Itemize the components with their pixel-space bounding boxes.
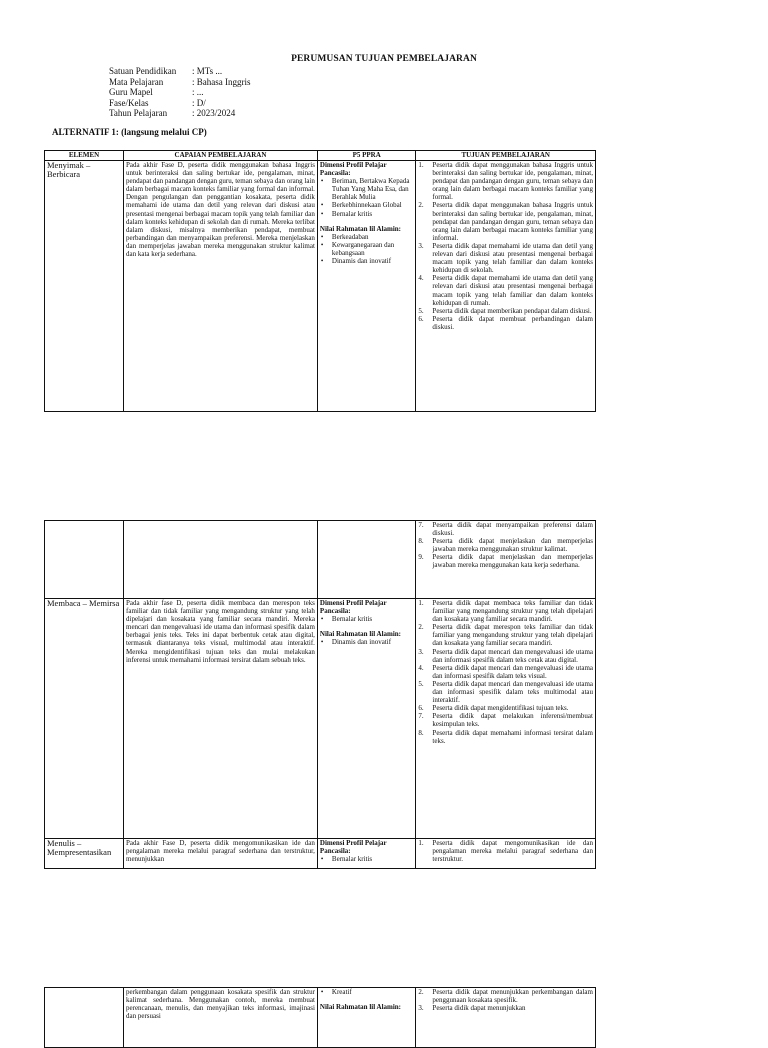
cp-cell: Pada akhir Fase D, peserta didik menggunakan bahasa Inggris untuk berinteraksi dan saling bertukar ide, pengalaman, minat, pendapat dan pandangan dengan guru, teman sebaya dan orang lain dalam berbagai macam konteks familiar yang formal dan informal. Dengan pengulangan dan penggantian kosakata, peserta didik memahami ide utama dan detil yang relevan dari diskusi atau presentasi mengenai berbagai macam topik yang telah familiar dan dalam konteks kehidupan di sekolah dan di rumah. Mereka terlibat dalam diskusi, misalnya memberikan pendapat, membuat perbandingan dan menyampaikan preferensi. Mereka menjelaskan dan memperjelas jawaban mereka menggunakan struktur kalimat dan kata kerja sederhana. bbox=[124, 161, 318, 412]
meta-row-fase bbox=[109, 98, 251, 109]
document-title: PERUMUSAN TUJUAN PEMBELAJARAN bbox=[291, 54, 477, 64]
meta-key: Mata Pelajaran bbox=[109, 76, 164, 87]
list-item: 7. Peserta didik dapat melakukan inferensi/membuat kesimpulan teks. bbox=[418, 712, 593, 729]
list-item: 4. Peserta didik dapat memahami ide utama dan detil yang relevan dari diskusi atau presentasi mengenai berbagai macam topik yang telah familiar dan dalam konteks kehidupan di rumah. bbox=[418, 274, 593, 307]
tp-list bbox=[418, 521, 593, 570]
p5-dimension-list bbox=[320, 855, 414, 863]
element-cell bbox=[45, 521, 124, 599]
list-item: 4. Peserta didik dapat mencari dan mengevaluasi ide utama dan informasi spesifik dalam teks visual. bbox=[418, 663, 593, 680]
p5-nilai-list bbox=[320, 233, 414, 265]
element-cell: Membaca – Memirsa bbox=[45, 599, 124, 839]
p5-nilai-title: Nilai Rahmatan lil Alamin: bbox=[319, 224, 402, 233]
list-item: 9. Peserta didik dapat menjelaskan dan memperjelas jawaban mereka menggunakan kata kerja sederhana. bbox=[418, 553, 593, 570]
list-item: 6. Peserta didik dapat membuat perbandingan dalam diskusi. bbox=[418, 314, 593, 331]
p5-cell bbox=[317, 988, 416, 1048]
p5-nilai-list bbox=[320, 638, 414, 646]
meta-value: : Bahasa Inggris bbox=[192, 76, 251, 87]
p5-cell bbox=[317, 599, 416, 839]
meta-value: : D/ bbox=[192, 97, 206, 108]
tp-cell bbox=[416, 839, 596, 869]
list-item: • Bernalar kritis bbox=[320, 615, 414, 623]
list-item: 3. Peserta didik dapat mencari dan mengevaluasi ide utama dan informasi spesifik dalam teks cetak atau digital. bbox=[418, 647, 593, 664]
p5-nilai-title: Nilai Rahmatan lil Alamin: bbox=[319, 630, 402, 639]
cp-cell: perkembangan dalam penggunaan kosakata spesifik dan struktur kalimat sederhana. Menggunakan contoh, mereka membuat perencanaan, menulis, dan menyajikan teks informasi, imajinasi dan persuasi bbox=[124, 988, 318, 1048]
p5-dimension-title: Dimensi Profil Pelajar Pancasila: bbox=[319, 161, 387, 178]
list-item: 1. Peserta didik dapat menggunakan bahasa Inggris untuk berinteraksi dan saling bertukar ide, pengalaman, minat, pendapat dan pandangan dengan guru, teman sebaya dan orang lain dalam berbagai macam konteks familiar yang formal. bbox=[418, 161, 593, 202]
meta-row-tahun bbox=[109, 108, 251, 119]
cp-cell: Pada akhir Fase D, peserta didik mengomunikasikan ide dan pengalaman mereka melalui paragraf sederhana dan terstruktur, menunjukkan bbox=[124, 839, 318, 869]
meta-value: : ... bbox=[192, 87, 204, 98]
list-item: 8. Peserta didik dapat menjelaskan dan memperjelas jawaban mereka menggunakan struktur kalimat. bbox=[418, 537, 593, 554]
table-row bbox=[45, 839, 596, 869]
list-item: 7. Peserta didik dapat menyampaikan preferensi dalam diskusi. bbox=[418, 521, 593, 538]
meta-key: Guru Mapel bbox=[109, 87, 153, 98]
list-item: 2. Peserta didik dapat merespon teks familiar dan tidak familiar yang mengandung struktur yang telah dipelajari dan kosakata yang familiar secara mandiri. bbox=[418, 623, 593, 648]
alternative-heading: ALTERNATIF 1: (langsung melalui CP) bbox=[52, 127, 207, 137]
list-item: 5. Peserta didik dapat memberikan pendapat dalam diskusi. bbox=[418, 306, 592, 315]
list-item: • Kreatif bbox=[320, 988, 414, 996]
list-item: • Dinamis dan inovatif bbox=[320, 638, 414, 646]
list-item: 2. Peserta didik dapat menggunakan bahasa Inggris untuk berinteraksi dan saling bertukar ide, pengalaman, minat, pendapat dan pandangan dengan guru, teman sebaya dan orang lain dalam berbagai macam konteks familiar yang informal. bbox=[418, 201, 593, 242]
objectives-table-page3 bbox=[44, 987, 596, 1048]
list-item: 2. Peserta didik dapat menunjukkan perkembangan dalam penggunaan kosakata spesifik. bbox=[418, 988, 593, 1005]
list-item: 3. Peserta didik dapat memahami ide utama dan detil yang relevan dari diskusi atau presentasi mengenai berbagai macam topik yang telah familiar dan dalam konteks kehidupan di sekolah. bbox=[418, 241, 593, 275]
meta-key: Fase/Kelas bbox=[109, 97, 149, 108]
cp-cell: Pada akhir fase D, peserta didik membaca dan merespon teks familiar dan tidak familiar yang mengandung struktur yang telah dipelajari dan kosakata yang familiar secara mandiri. Mereka mencari dan mengevaluasi ide utama dan informasi spesifik dalam berbagai jenis teks. Teks ini dapat berbentuk cetak atau digital, termasuk diantaranya teks visual, multimodal atau interaktif. Mereka mengidentifikasi tujuan teks dan mulai melakukan inferensi untuk memahami informasi tersirat dalam sebuah teks. bbox=[124, 599, 318, 839]
table-row bbox=[45, 161, 596, 412]
meta-row-mapel bbox=[109, 77, 251, 88]
tp-cell bbox=[416, 988, 596, 1048]
header-p5: P5 PPRA bbox=[317, 151, 416, 161]
element-cell: Menyimak – Berbicara bbox=[45, 161, 124, 412]
cp-cell bbox=[124, 521, 318, 599]
meta-value: : 2023/2024 bbox=[192, 108, 236, 119]
p5-dimension-list bbox=[320, 615, 414, 623]
list-item: 5. Peserta didik dapat mencari dan mengevaluasi ide utama dan informasi spesifik dalam teks multimodal atau interaktif. bbox=[418, 679, 593, 705]
header-tujuan: TUJUAN PEMBELAJARAN bbox=[416, 151, 596, 161]
meta-row-guru bbox=[109, 87, 251, 98]
p5-nilai-title: Nilai Rahmatan lil Alamin: bbox=[319, 1003, 402, 1012]
p5-dimension-list bbox=[320, 177, 414, 217]
objectives-table-page2 bbox=[44, 520, 596, 869]
document-meta bbox=[109, 66, 251, 119]
table-row bbox=[45, 988, 596, 1048]
tp-list bbox=[418, 599, 593, 745]
tp-list bbox=[418, 839, 593, 863]
p5-dimension-title: Dimensi Profil Pelajar Pancasila: bbox=[319, 599, 387, 616]
objectives-table-page1 bbox=[44, 150, 596, 412]
header-capaian: CAPAIAN PEMBELAJARAN bbox=[124, 151, 318, 161]
element-cell bbox=[45, 988, 124, 1048]
table-row bbox=[45, 599, 596, 839]
meta-value: : MTs ... bbox=[192, 66, 223, 76]
list-item: • Beriman, Bertakwa Kepada Tuhan Yang Maha Esa, dan Berahlak Mulia bbox=[320, 177, 414, 201]
element-cell: Menulis – Mempresentasikan bbox=[45, 839, 124, 869]
list-item: 8. Peserta didik dapat memahami informasi tersirat dalam teks. bbox=[418, 728, 593, 745]
list-item: • Kewarganegaraan dan kebangsaan bbox=[320, 241, 414, 257]
p5-cell bbox=[317, 521, 416, 599]
tp-cell bbox=[416, 599, 596, 839]
header-elemen: ELEMEN bbox=[45, 151, 124, 161]
list-item: 6. Peserta didik dapat mengidentifikasi tujuan teks. bbox=[418, 704, 569, 713]
list-item: • Berkeadaban bbox=[320, 233, 414, 241]
p5-cell bbox=[317, 161, 416, 412]
list-item: • Dinamis dan inovatif bbox=[320, 257, 414, 265]
tp-cell bbox=[416, 521, 596, 599]
tp-list bbox=[418, 161, 593, 331]
table-row bbox=[45, 521, 596, 599]
p5-dimension-list bbox=[320, 988, 414, 996]
list-item: • Bernalar kritis bbox=[320, 855, 414, 863]
meta-key: Tahun Pelajaran bbox=[109, 108, 168, 119]
p5-cell bbox=[317, 839, 416, 869]
tp-list bbox=[418, 988, 593, 1012]
list-item: 3. Peserta didik dapat menunjukkan bbox=[418, 1004, 526, 1013]
meta-row-satuan bbox=[109, 66, 251, 77]
meta-key: Satuan Pendidikan bbox=[109, 66, 177, 76]
table-header-row bbox=[45, 151, 596, 161]
p5-dimension-title: Dimensi Profil Pelajar Pancasila: bbox=[319, 839, 387, 856]
list-item: 1. Peserta didik dapat mengomunikasikan ide dan pengalaman mereka melalui paragraf sederhana dan terstruktur. bbox=[418, 839, 593, 864]
tp-cell bbox=[416, 161, 596, 412]
list-item: • Bernalar kritis bbox=[320, 210, 414, 218]
list-item: 1. Peserta didik dapat membaca teks familiar dan tidak familiar yang mengandung struktur yang telah dipelajari dan kosakata yang familiar secara mandiri. bbox=[418, 599, 593, 624]
list-item: • Berkebhinnekaan Global bbox=[320, 201, 414, 209]
